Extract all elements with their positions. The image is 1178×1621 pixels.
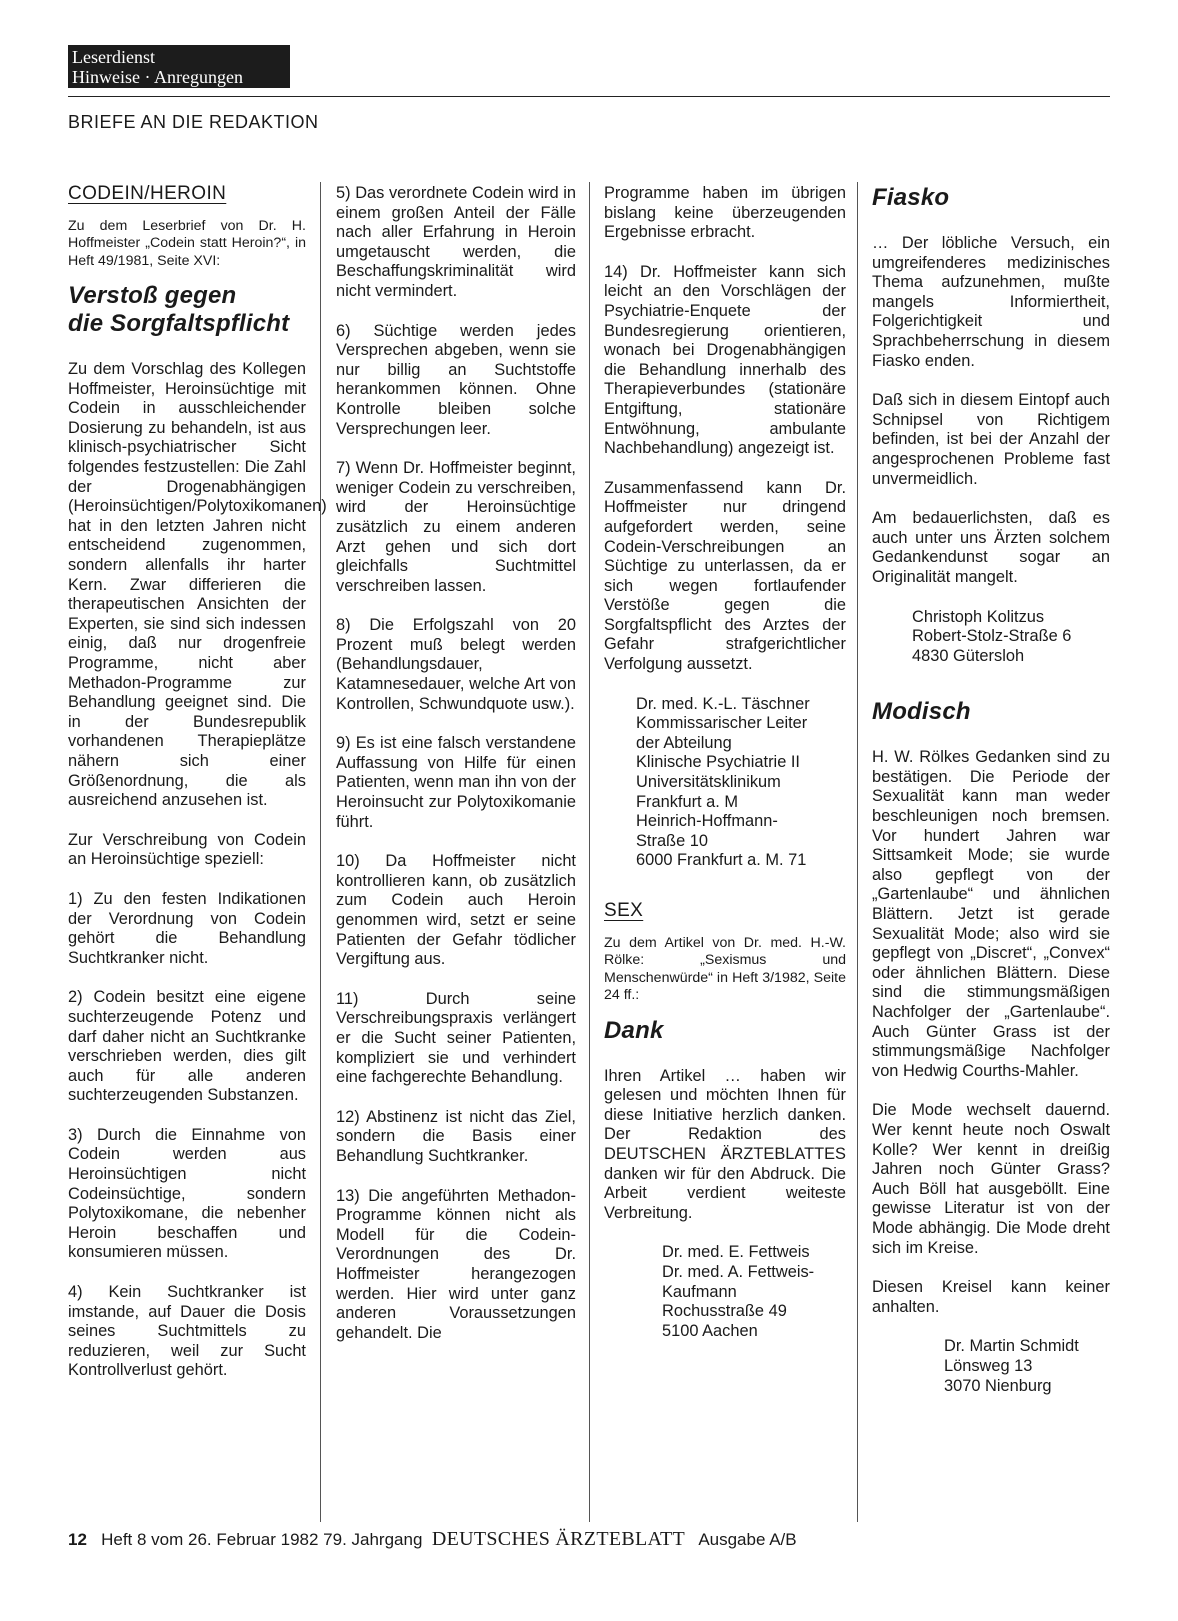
journal-name: DEUTSCHES ÄRZTEBLATT — [431, 1528, 686, 1550]
signature-line: Frankfurt a. M — [636, 792, 739, 811]
article-headline — [68, 282, 306, 338]
paragraph: 10) Da Hoffmeister nicht kontrollieren kann, ob zusätzlich zum Codein auch Heroin genommen wird, setzt er seine Patienten der Gefahr tödlicher Vergiftung aus. — [336, 852, 576, 969]
signature-line: der Abteilung — [636, 733, 732, 752]
column-1 — [68, 183, 327, 1401]
paragraph: Zusammenfassend kann Dr. Hoffmeister nur dringend aufgefordert werden, seine Codein-Verschreibungen an Süchtige zu unterlassen, da er sich wegen fortlaufender Verstöße gegen die Sorgfaltspflicht des Arztes der Gefahr strafgerichtlicher Verfolgung aussetzt. — [604, 478, 846, 674]
signature-line: 6000 Frankfurt a. M. 71 — [636, 851, 807, 870]
paragraph: 8) Die Erfolgszahl von 20 Prozent muß belegt werden (Behandlungsdauer, Katamnesedauer, welche Art von Kontrollen, Schwundquote usw.). — [336, 616, 576, 713]
paragraph: Am bedauerlichsten, daß es auch unter uns Ärzten solchem Gedankendunst sogar an Originalität mangelt. — [872, 509, 1110, 586]
column-divider — [857, 182, 858, 1522]
article-headline: Fiasko — [872, 184, 950, 211]
badge-line-2: Hinweise · Anregungen — [72, 67, 243, 87]
signature-line: Straße 10 — [636, 831, 708, 850]
signature-line: Dr. Martin Schmidt — [944, 1337, 1079, 1356]
paragraph: 13) Die angeführten Methadon-Programme können nicht als Modell für die Codein-Verordnungen des Dr. Hoffmeister herangezogen werden. Hier wird unter ganz anderen Voraussetzungen gehandelt. Die — [336, 1186, 576, 1342]
paragraph: 2) Codein besitzt eine eigene suchterzeugende Potenz und darf daher nicht an Suchtkranke verschrieben werden, dies gilt auch für alle anderen suchterzeugenden Substanzen. — [68, 988, 306, 1105]
signature-line: Dr. med. K.-L. Täschner — [636, 694, 810, 713]
paragraph: Programme haben im übrigen bislang keine überzeugenden Ergebnisse erbracht. — [604, 184, 846, 242]
section-title: BRIEFE AN DIE REDAKTION — [68, 112, 319, 132]
column-divider — [589, 182, 590, 1522]
signature-line: Rochusstraße 49 — [662, 1302, 787, 1321]
signature-line: Christoph Kolitzus — [912, 607, 1045, 626]
signature-line: 4830 Gütersloh — [912, 646, 1025, 665]
paragraph: Ihren Artikel … haben wir gelesen und möchten Ihnen für diese Initiative herzlich danken. Der Redaktion des DEUTSCHEN ÄRZTEBLATTES danken wir für den Abdruck. Die Arbeit verdient weiteste Verbreitung. — [604, 1066, 846, 1222]
badge-line-1: Leserdienst — [72, 47, 155, 67]
signature-line: Kaufmann — [662, 1282, 737, 1301]
page-footer — [68, 1528, 797, 1551]
paragraph: Diesen Kreisel kann keiner anhalten. — [872, 1278, 1110, 1316]
paragraph: Zu dem Vorschlag des Kollegen Hoffmeister, Heroinsüchtige mit Codein in ausschleichender Dosierung zu behandeln, ist aus klinisch-psychiatrischer Sicht folgendes festzustellen: Die Zahl der Drogenabhängigen (Heroinsüchtigen/Polytoxikomanen) hat in den letzten Jahren nicht entscheidend zugenommen, sondern allenfalls ihr harter Kern. Zwar differieren die therapeutischen Ansichten der Experten, sie sind sich indessen einig, daß nur drogenfreie Programme, nicht aber Methadon-Programme zur Behandlung geeignet sind. Die in der Bundesrepublik vorhandenen Therapieplätze nähern sich einer Größenordnung, die als ausreichend anzusehen ist. — [68, 360, 327, 810]
paragraph: Daß sich in diesem Eintopf auch Schnipsel von Richtigem befinden, ist bei der Anzahl der angesprochenen Probleme fast unvermeidlich. — [872, 391, 1110, 488]
paragraph: 4) Kein Suchtkranker ist imstande, auf Dauer die Dosis seines Suchtmittels zu reduzieren, weil zur Sucht Kontrollverlust gehört. — [68, 1283, 306, 1380]
topic-label: CODEIN/HEROIN — [68, 183, 227, 204]
paragraph: 6) Süchtige werden jedes Versprechen abgeben, wenn sie nur billig an Suchtstoffe herankommen können. Ohne Kontrolle bleiben solche Versprechungen leer. — [336, 321, 576, 438]
signature-line: Kommissarischer Leiter — [636, 714, 808, 733]
column-2 — [336, 184, 576, 1363]
headline-line: Verstoß gegen — [68, 282, 237, 310]
author-signature — [872, 1337, 1110, 1396]
signature-line: Dr. med. A. Fettweis- — [662, 1262, 815, 1281]
signature-line: Lönsweg 13 — [944, 1356, 1033, 1375]
signature-line: Klinische Psychiatrie II — [636, 753, 800, 772]
author-signature — [604, 695, 846, 871]
signature-line: Robert-Stolz-Straße 6 — [912, 627, 1072, 646]
signature-line: Dr. med. E. Fettweis — [662, 1243, 810, 1262]
paragraph: 9) Es ist eine falsch verstandene Auffassung von Hilfe für einen Patienten, wenn man ihn von der Heroinsucht zur Polytoxikomanie führt. — [336, 734, 576, 831]
header-rule — [68, 96, 1110, 97]
signature-line: 5100 Aachen — [662, 1321, 758, 1340]
author-signature — [872, 608, 1110, 667]
article-intro: Zu dem Leserbrief von Dr. H. Hoffmeister „Codein statt Heroin?“, in Heft 49/1981, Seite XVI: — [68, 217, 306, 269]
article-intro: Zu dem Artikel von Dr. med. H.-W. Rölke: „Sexismus und Menschenwürde“ in Heft 3/1982, Seite 24 ff.: — [604, 934, 846, 1004]
issue-info: Heft 8 vom 26. Februar 1982 79. Jahrgang — [101, 1530, 423, 1549]
section-badge — [68, 45, 290, 88]
paragraph: … Der löbliche Versuch, ein umgreifenderes medizinisches Thema aufzunehmen, mußte mangels Informiertheit, Folgerichtigkeit und Sprachbeherrschung in diesem Fiasko enden. — [872, 234, 1110, 370]
paragraph: 5) Das verordnete Codein wird in einem großen Anteil der Fälle nach aller Erfahrung in Heroin umgetauscht werden, die Beschaffungskriminalität wird nicht vermindert. — [336, 184, 576, 300]
headline-line: die Sorgfaltspflicht — [68, 310, 290, 338]
column-3 — [604, 184, 846, 1361]
paragraph: H. W. Rölkes Gedanken sind zu bestätigen. Die Periode der Sexualität kann man weder beschleunigen noch bremsen. Vor hundert Jahren war Sittsamkeit Mode; sie wurde also gepflegt von der „Gartenlaube“ und ähnlichen Blättern. Jetzt ist gerade Sexualität Mode; also wird sie gepflegt von „Discret“, „Convex“ oder ähnlichen Blättern. Diese sind die stimmungsmäßigen Nachfolger der „Gartenlaube“. Auch Günter Grass ist der stimmungsmäßige Nachfolger von Hedwig Courths-Mahler. — [872, 748, 1110, 1080]
column-4 — [872, 184, 1110, 1416]
edition-label: Ausgabe A/B — [698, 1530, 797, 1549]
signature-line: Universitätsklinikum — [636, 773, 781, 792]
topic-label: SEX — [604, 900, 644, 921]
signature-line: 3070 Nienburg — [944, 1376, 1052, 1395]
article-headline: Modisch — [872, 698, 971, 726]
paragraph: 12) Abstinenz ist nicht das Ziel, sondern die Basis einer Behandlung Suchtkranker. — [336, 1107, 576, 1165]
page-number: 12 — [68, 1530, 87, 1549]
paragraph: 7) Wenn Dr. Hoffmeister beginnt, weniger Codein zu verschreiben, wird der Heroinsüchtige zusätzlich zu einem anderen Arzt gehen und sich dort gleichfalls Suchtmittel verschreiben lassen. — [336, 459, 576, 595]
column-divider — [320, 182, 321, 1522]
paragraph: Die Mode wechselt dauernd. Wer kennt heute noch Oswalt Kolle? Wer kennt in dreißig Jahren noch Günter Grass? Auch Böll hat ausgeböllt. Eine gewisse Literatur ist von der Mode abhängig. Die Mode dreht sich im Kreise. — [872, 1101, 1110, 1257]
paragraph: 14) Dr. Hoffmeister kann sich leicht an den Vorschlägen der Psychiatrie-Enquete der Bundesregierung orientieren, wonach bei Drogenabhängigen die Behandlung innerhalb des Therapieverbundes (stationäre Entgiftung, stationäre Entwöhnung, ambulante Nachbehandlung) angezeigt ist. — [604, 262, 846, 458]
paragraph: 1) Zu den festen Indikationen der Verordnung von Codein gehört die Behandlung Suchtkranker nicht. — [68, 889, 306, 967]
paragraph: 11) Durch seine Verschreibungspraxis verlängert er die Sucht seiner Patienten, kompliziert sie und verhindert eine fachgerechte Behandlung. — [336, 989, 576, 1087]
paragraph: Zur Verschreibung von Codein an Heroinsüchtige speziell: — [68, 830, 306, 869]
article-headline: Dank — [604, 1016, 664, 1044]
author-signature — [604, 1243, 846, 1341]
signature-line: Heinrich-Hoffmann- — [636, 812, 778, 831]
paragraph: 3) Durch die Einnahme von Codein werden aus Heroinsüchtigen nicht Codeinsüchtige, sondern Polytoxikomane, die nebenher Heroin beschaffen und konsumieren müssen. — [68, 1125, 306, 1262]
